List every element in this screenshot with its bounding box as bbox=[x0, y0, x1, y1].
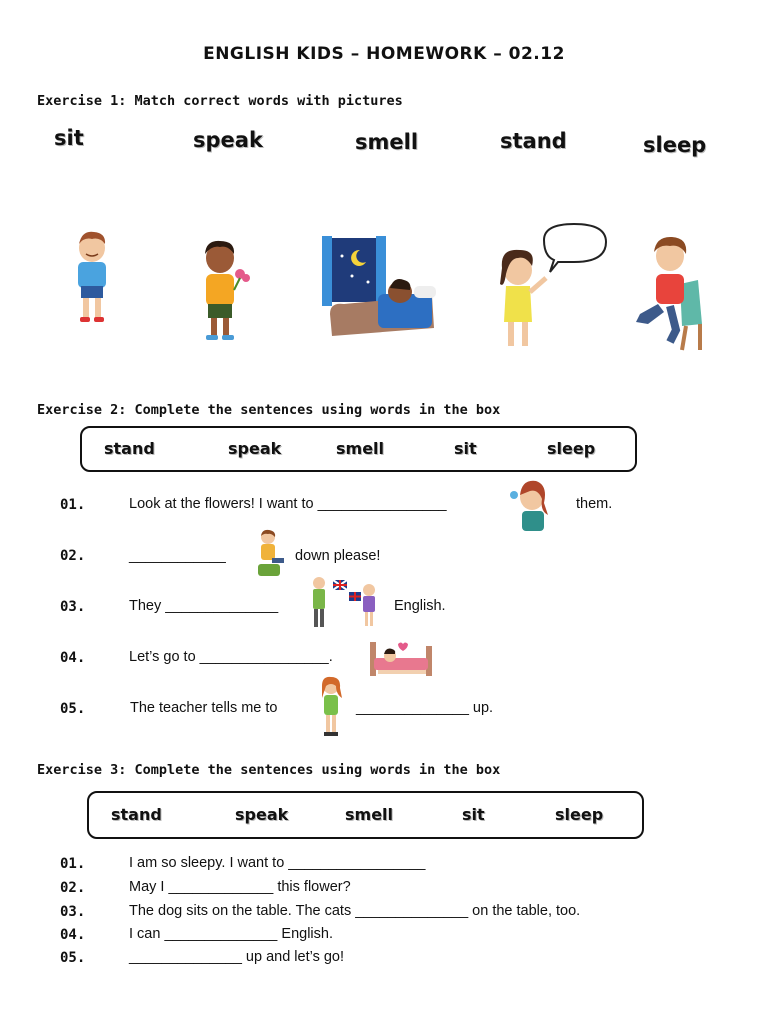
standing-boy-illustration bbox=[64, 228, 120, 328]
ex2-item5-text: The teacher tells me to bbox=[130, 700, 278, 716]
ex2-box-word-stand: stand bbox=[104, 439, 155, 458]
ex2-item5-number: 05. bbox=[60, 701, 86, 717]
sitting-child-icon bbox=[252, 528, 288, 580]
standing-girl-icon bbox=[316, 676, 346, 738]
ex3-box-word-speak: speak bbox=[235, 805, 289, 824]
ex1-word-sleep: sleep bbox=[643, 133, 707, 157]
ex1-word-stand: stand bbox=[500, 129, 567, 153]
sleeping-girl-illustration bbox=[322, 236, 440, 346]
ex3-item3-number: 03. bbox=[60, 904, 86, 920]
ex2-item1-text: Look at the flowers! I want to ________________ bbox=[129, 496, 447, 512]
ex3-item2-number: 02. bbox=[60, 880, 86, 896]
ex3-box-word-sleep: sleep bbox=[555, 805, 604, 824]
ex3-item4-number: 04. bbox=[60, 927, 86, 943]
ex2-item3-number: 03. bbox=[60, 599, 86, 615]
child-sleeping-bed-icon bbox=[368, 638, 434, 680]
ex3-item1-number: 01. bbox=[60, 856, 86, 872]
ex2-item2-text: ____________ bbox=[129, 548, 226, 564]
ex2-box-word-smell: smell bbox=[336, 439, 385, 458]
smelling-boy-illustration bbox=[190, 238, 260, 346]
ex1-word-sit: sit bbox=[54, 126, 84, 150]
ex3-item5-text: ______________ up and let’s go! bbox=[129, 949, 345, 965]
exercise2-word-box bbox=[80, 426, 637, 472]
exercise3-word-box bbox=[87, 791, 644, 839]
ex1-word-smell: smell bbox=[355, 130, 419, 154]
exercise3-heading: Exercise 3: Complete the sentences using words in the box bbox=[37, 762, 501, 778]
ex2-item2-after: down please! bbox=[295, 548, 381, 564]
ex2-box-word-sleep: sleep bbox=[547, 439, 596, 458]
ex2-item3-text: They ______________ bbox=[129, 598, 279, 614]
ex3-item5-number: 05. bbox=[60, 950, 86, 966]
ex3-box-word-stand: stand bbox=[111, 805, 162, 824]
ex3-item4-text: I can ______________ English. bbox=[129, 926, 333, 942]
ex3-item3-text: The dog sits on the table. The cats ______________ on the table, too. bbox=[129, 903, 581, 919]
ex2-item2-number: 02. bbox=[60, 548, 86, 564]
ex2-item4-number: 04. bbox=[60, 650, 86, 666]
page-title: ENGLISH KIDS – HOMEWORK – 02.12 bbox=[203, 44, 565, 64]
exercise2-heading: Exercise 2: Complete the sentences using words in the box bbox=[37, 402, 501, 418]
ex3-item2-text: May I _____________ this flower? bbox=[129, 879, 351, 895]
woman-smelling-icon bbox=[500, 475, 558, 533]
ex2-box-word-sit: sit bbox=[454, 439, 477, 458]
ex2-item1-number: 01. bbox=[60, 497, 86, 513]
ex1-word-speak: speak bbox=[193, 128, 263, 152]
speaking-woman-illustration bbox=[496, 222, 611, 352]
ex2-item3-after: English. bbox=[394, 598, 446, 614]
ex2-item1-after: them. bbox=[576, 496, 613, 512]
people-speaking-english-icon bbox=[305, 574, 383, 630]
ex2-item5-after: ______________ up. bbox=[356, 700, 494, 716]
ex3-item1-text: I am so sleepy. I want to _________________ bbox=[129, 855, 426, 871]
ex3-box-word-sit: sit bbox=[462, 805, 485, 824]
ex2-item4-text: Let’s go to ________________. bbox=[129, 649, 333, 665]
sitting-boy-illustration bbox=[630, 234, 704, 352]
ex3-box-word-smell: smell bbox=[345, 805, 394, 824]
ex2-box-word-speak: speak bbox=[228, 439, 282, 458]
exercise1-heading: Exercise 1: Match correct words with pictures bbox=[37, 93, 403, 109]
